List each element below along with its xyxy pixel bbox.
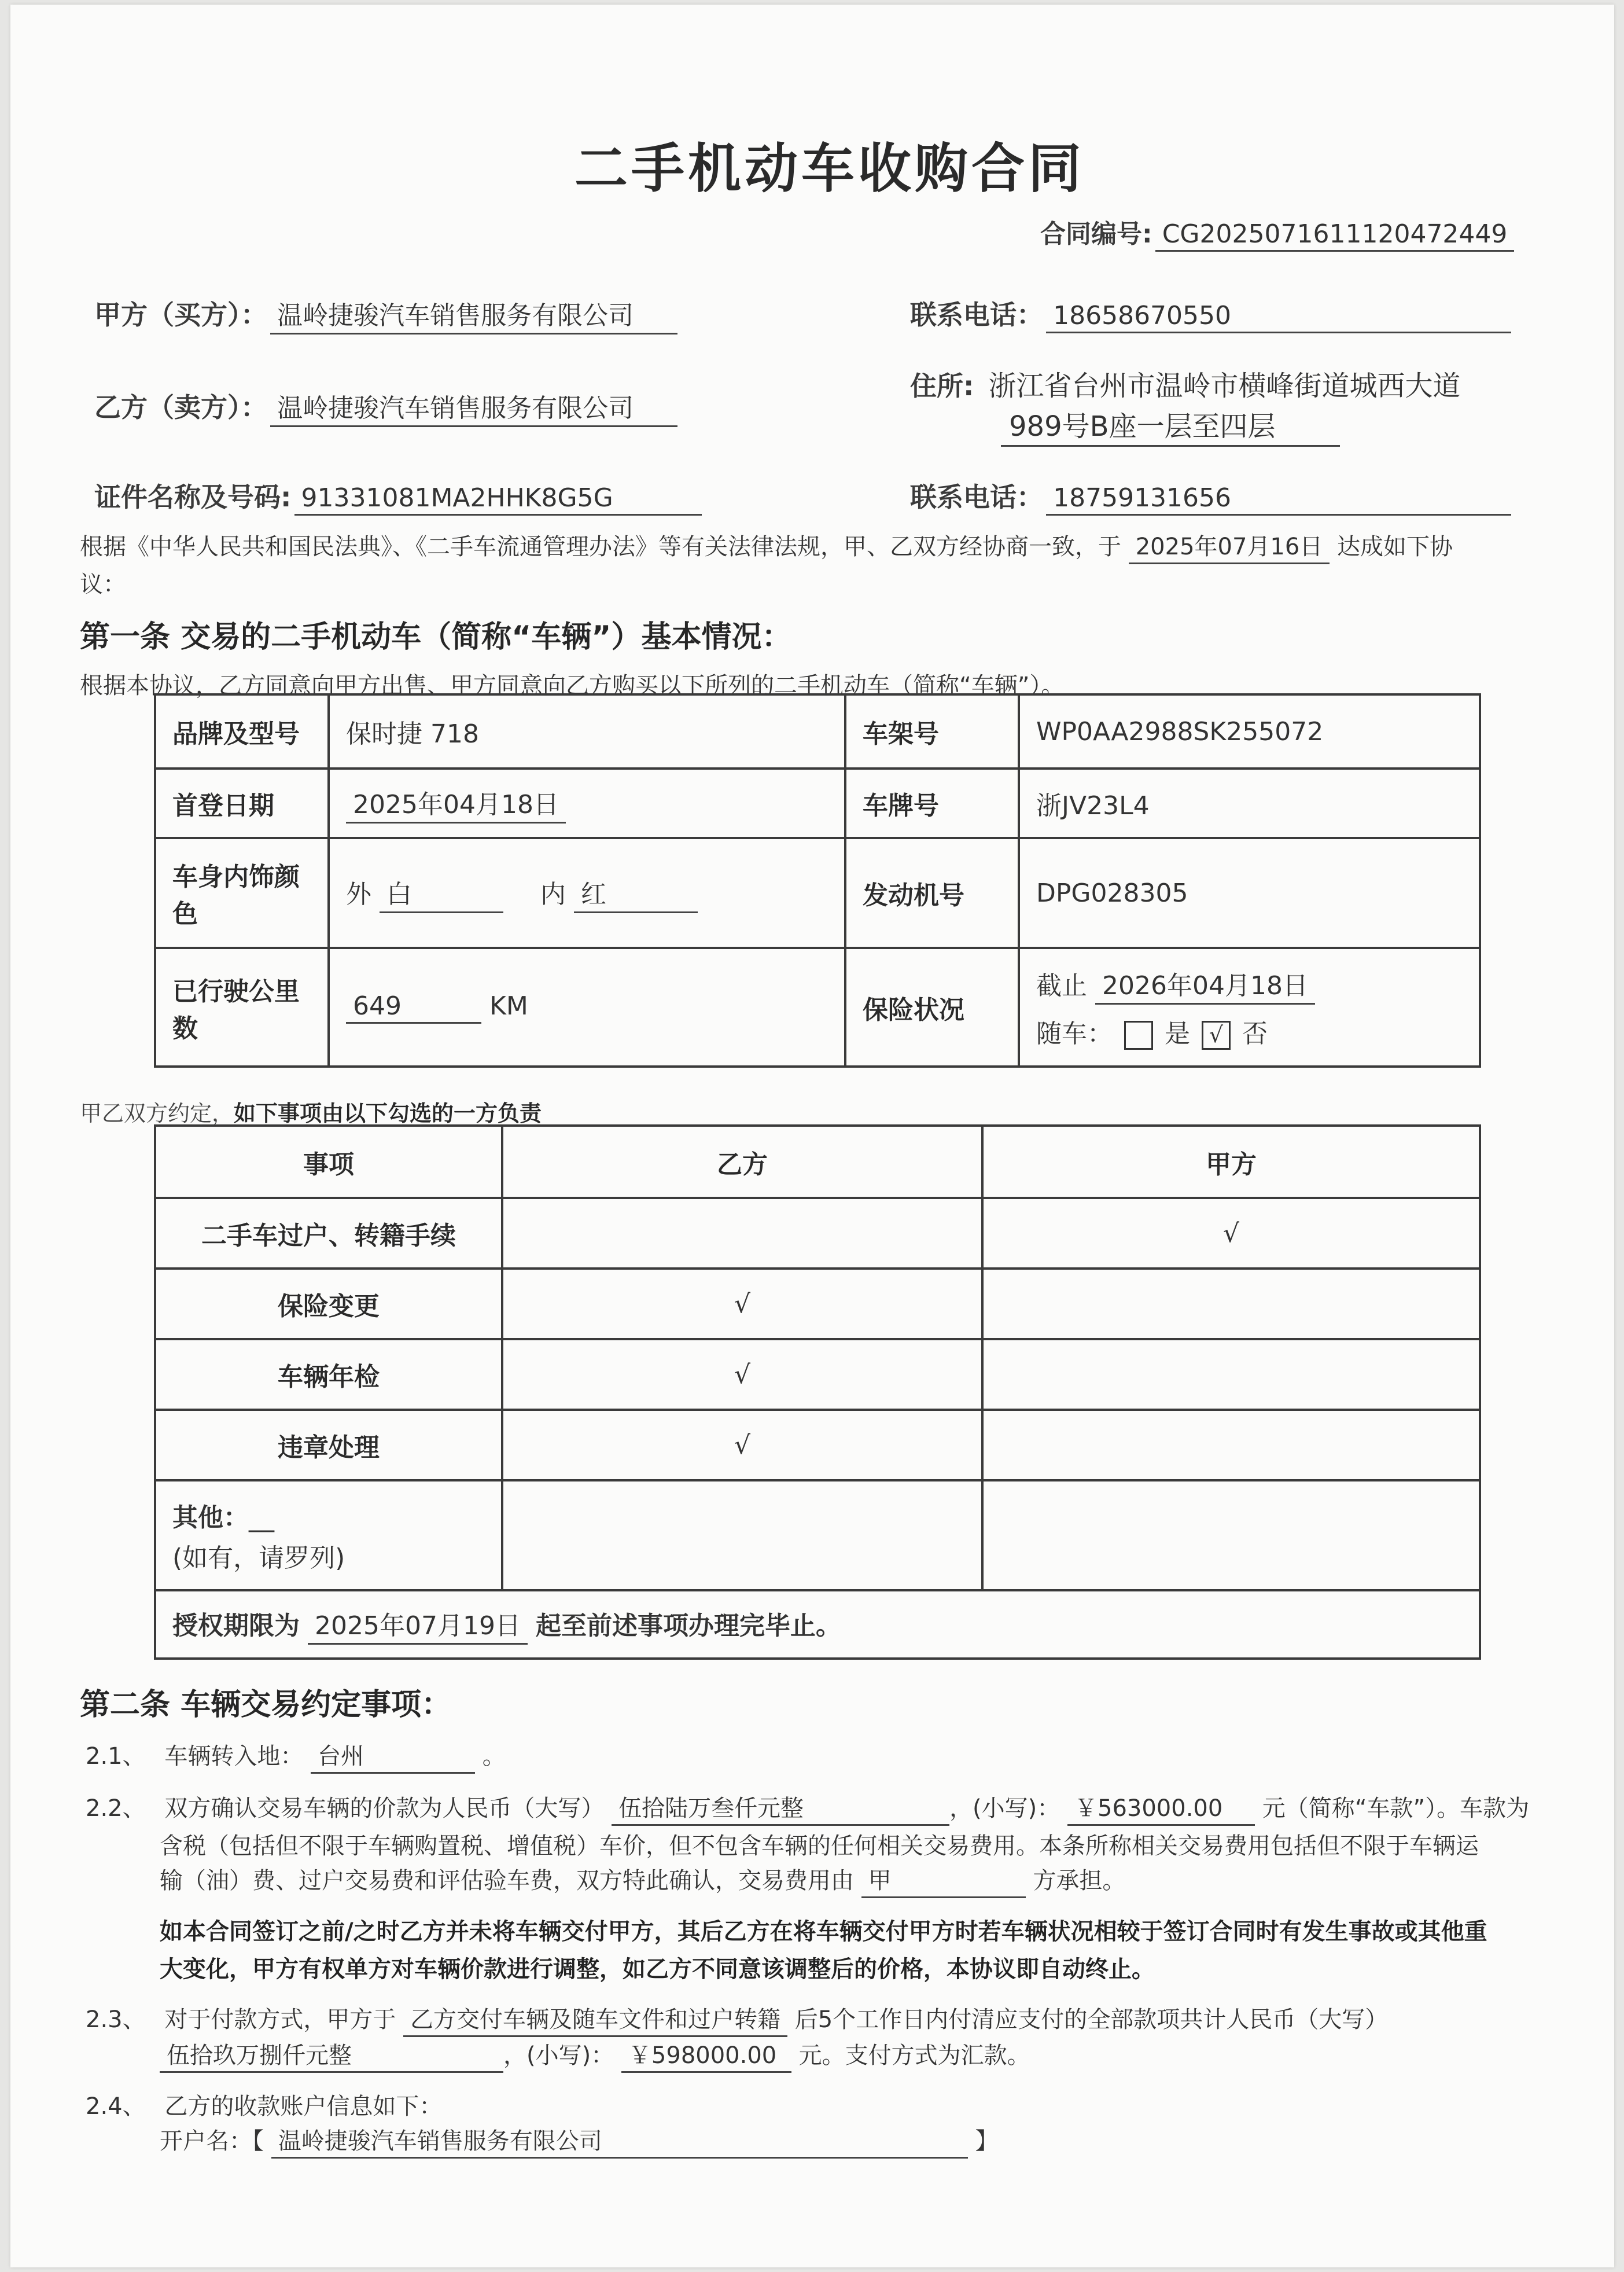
clause-2-2-line-1 [86, 1790, 1529, 1826]
engine-label: 发动机号 [845, 838, 1019, 948]
resp-party-b-check: √ [502, 1339, 982, 1410]
vehicle-info-table [154, 693, 1481, 1068]
contract-number-value: CG2025071611120472449 [1155, 219, 1515, 252]
other-label: 其他： [172, 1503, 249, 1532]
address-line-2: 989号B座一层至四层 [1001, 404, 1340, 447]
reg-date-value: 2025年04月18日 [346, 784, 566, 823]
resp-intro-normal: 甲乙双方约定， [80, 1101, 234, 1126]
ins-yes-checkbox[interactable] [1124, 1021, 1153, 1050]
clause-2-4-line-1 [86, 2088, 442, 2121]
clause-2-2-bold-1: 如本合同签订之前/之时乙方并未将车辆交付甲方，其后乙方在将车辆交付甲方时若车辆状况相较于签订合同时有发生事故或其他重 [160, 1918, 1487, 1945]
party-b-phone-row [910, 476, 1511, 516]
clause-2-2-num: 2.2、 [86, 1795, 146, 1822]
contract-number-label: 合同编号: [1040, 219, 1152, 249]
vin-value: WP0AA2988SK255072 [1019, 694, 1480, 769]
article-1-heading: 第一条 交易的二手机动车（简称“车辆”）基本情况： [80, 620, 792, 655]
authorization-cell [155, 1590, 1480, 1659]
insurance-label: 保险状况 [845, 948, 1019, 1067]
brand-value: 保时捷 718 [329, 694, 845, 769]
clause-2-1-end: 。 [482, 1743, 506, 1770]
table-row [155, 1198, 1480, 1269]
reg-date-cell [329, 769, 845, 838]
resp-party-b-check [502, 1198, 982, 1269]
clause-2-4-line-2 [160, 2123, 998, 2159]
preamble-line-1 [80, 528, 1453, 564]
table-row [155, 1410, 1480, 1480]
mileage-unit: KM [489, 991, 528, 1021]
contract-page [10, 5, 1614, 2267]
party-b-phone-label: 联系电话： [910, 481, 1043, 513]
party-a-phone-label: 联系电话： [910, 299, 1043, 330]
mileage-label-1: 已行驶公里 [172, 976, 300, 1006]
price-upper: 伍拾陆万叁仟元整 [612, 1790, 949, 1826]
int-prefix: 内 [540, 879, 566, 909]
clause-2-3-t2: 后5个工作日内付清应支付的全部款项共计人民币（大写） [794, 2006, 1389, 2033]
table-row [155, 1339, 1480, 1410]
color-cell [329, 838, 845, 948]
payment-upper: 伍拾玖万捌仟元整 [160, 2037, 503, 2073]
ext-prefix: 外 [346, 879, 371, 909]
resp-party-b-check: √ [502, 1269, 982, 1339]
preamble-line-2: 议： [80, 571, 126, 598]
clause-2-2-t3: 元（简称“车款”）。车款为 [1262, 1795, 1530, 1822]
clause-2-3-line-1 [86, 2001, 1388, 2037]
clause-2-3-line-2 [160, 2037, 1030, 2073]
mileage-cell [329, 948, 845, 1067]
other-cell [155, 1480, 502, 1590]
clause-2-2-line-3b: 方承担。 [1033, 1867, 1126, 1894]
id-label: 证件名称及号码: [94, 481, 292, 513]
contract-number [1040, 213, 1514, 252]
resp-item: 违章处理 [155, 1410, 502, 1480]
table-row-other [155, 1480, 1480, 1590]
clause-2-1 [86, 1738, 506, 1774]
resp-intro-bold: 如下事项由以下勾选的一方负责 [234, 1101, 542, 1126]
insurance-cell [1019, 948, 1480, 1067]
address-line-1: 浙江省台州市温岭市横峰街道城西大道 [988, 370, 1461, 402]
ins-no-checkbox[interactable]: √ [1202, 1021, 1231, 1050]
header-item: 事项 [155, 1126, 502, 1198]
clause-2-2-bold-2: 大变化，甲方有权单方对车辆价款进行调整，如乙方不同意该调整后的价格，本协议即自动终止。 [160, 1956, 1155, 1983]
ins-follow-label: 随车： [1036, 1019, 1113, 1049]
other-value: __ [249, 1503, 274, 1532]
party-b-row [94, 387, 677, 427]
table-row [155, 694, 1480, 769]
account-label: 开户名：【 [160, 2128, 264, 2155]
ins-until-value: 2026年04月18日 [1095, 965, 1315, 1005]
table-row-authorization [155, 1590, 1480, 1659]
resp-party-a-check [982, 1269, 1480, 1339]
table-row [155, 838, 1480, 948]
id-value: 91331081MA2HHK8G5G [294, 483, 702, 516]
ins-until-prefix: 截止 [1036, 971, 1087, 1001]
payment-lower: ￥598000.00 [621, 2037, 791, 2073]
clause-2-4-num: 2.4、 [86, 2093, 146, 2120]
party-b-address-2 [1001, 404, 1340, 447]
auth-label: 授权期限为 [172, 1611, 300, 1641]
party-b-address [910, 363, 1461, 403]
clause-2-2-line-3a: 输（油）费、过户交易费和评估验车费，双方特此确认，交易费用由 [160, 1867, 854, 1894]
plate-value: 浙JV23L4 [1019, 769, 1480, 838]
article-2-heading: 第二条 车辆交易约定事项： [80, 1688, 452, 1722]
header-party-b: 乙方 [502, 1126, 982, 1198]
auth-after: 起至前述事项办理完毕止。 [535, 1611, 841, 1641]
preamble-date: 2025年07月16日 [1129, 528, 1330, 564]
resp-party-b-check: √ [502, 1410, 982, 1480]
account-name: 温岭捷骏汽车销售服务有限公司 [271, 2123, 968, 2159]
resp-party-a-check: √ [982, 1198, 1480, 1269]
mileage-label-2: 数 [172, 1013, 198, 1043]
price-lower: ￥563000.00 [1067, 1790, 1255, 1826]
table-header-row [155, 1126, 1480, 1198]
table-row [155, 1269, 1480, 1339]
clause-2-1-text: 车辆转入地： [164, 1743, 304, 1770]
party-a-row [94, 294, 677, 334]
other-note: (如有，请罗列) [172, 1543, 345, 1573]
clause-2-4-text: 乙方的收款账户信息如下： [164, 2093, 443, 2120]
id-row [94, 476, 702, 516]
document-title: 二手机动车收购合同 [575, 138, 1085, 200]
table-row [155, 948, 1480, 1067]
color-label [155, 838, 329, 948]
article-1-intro: 根据本协议，乙方同意向甲方出售、甲方同意向乙方购买以下所列的二手机动车（简称“车辆”）。 [80, 672, 1065, 699]
clause-2-2-line-3 [160, 1862, 1125, 1898]
insurance-until-row [1036, 965, 1463, 1005]
party-a-name: 温岭捷骏汽车销售服务有限公司 [270, 295, 677, 334]
clause-2-3-t3: ，(小写)： [503, 2042, 614, 2069]
clause-2-2-t1: 双方确认交易车辆的价款为人民币（大写） [164, 1795, 605, 1822]
fee-party: 甲 [861, 1862, 1026, 1898]
other-party-b [502, 1480, 982, 1590]
clause-2-2-line-2: 含税（包括但不限于车辆购置税、增值税）车价，但不包含车辆的任何相关交易费用。本条所称相关交易费用包括但不限于车辆运 [160, 1833, 1479, 1859]
party-a-phone: 18658670550 [1046, 301, 1511, 333]
clause-2-1-value: 台州 [311, 1738, 475, 1774]
other-party-a [982, 1480, 1480, 1590]
int-color: 红 [574, 873, 698, 913]
address-label: 住所: [910, 370, 974, 402]
color-label-2: 色 [172, 899, 198, 929]
account-end: 】 [975, 2128, 999, 2155]
color-label-1: 车身内饰颜 [172, 862, 300, 892]
party-a-phone-row [910, 294, 1511, 333]
clause-2-3-t1: 对于付款方式，甲方于 [164, 2006, 396, 2033]
table-row [155, 769, 1480, 838]
auth-date: 2025年07月19日 [308, 1605, 528, 1645]
clause-2-3-t4: 元。支付方式为汇款。 [798, 2042, 1030, 2069]
party-b-label: 乙方（卖方）： [94, 392, 267, 423]
party-b-phone: 18759131656 [1046, 483, 1511, 516]
responsibility-intro [80, 1095, 542, 1127]
reg-date-label: 首登日期 [155, 769, 329, 838]
plate-label: 车牌号 [845, 769, 1019, 838]
mileage-label [155, 948, 329, 1067]
clause-2-3-num: 2.3、 [86, 2006, 146, 2033]
preamble-after: 达成如下协 [1337, 534, 1453, 560]
ext-color: 白 [380, 873, 503, 913]
clause-2-1-num: 2.1、 [86, 1743, 146, 1770]
payment-condition: 乙方交付车辆及随车文件和过户转籍 [403, 2001, 787, 2037]
responsibility-table [154, 1124, 1481, 1660]
ins-yes-label: 是 [1165, 1019, 1190, 1049]
header-party-a: 甲方 [982, 1126, 1480, 1198]
clause-2-2-t2: ，(小写)： [949, 1795, 1060, 1822]
insurance-follow-row [1036, 1013, 1463, 1050]
party-a-label: 甲方（买方）： [94, 299, 267, 330]
resp-item: 保险变更 [155, 1269, 502, 1339]
mileage-value: 649 [346, 991, 481, 1024]
vin-label: 车架号 [845, 694, 1019, 769]
resp-item: 二手车过户、转籍手续 [155, 1198, 502, 1269]
resp-item: 车辆年检 [155, 1339, 502, 1410]
party-b-name: 温岭捷骏汽车销售服务有限公司 [270, 387, 677, 427]
engine-value: DPG028305 [1019, 838, 1480, 948]
preamble-before: 根据《中华人民共和国民法典》、《二手车流通管理办法》等有关法律法规，甲、乙双方经协商一致，于 [80, 534, 1121, 560]
resp-party-a-check [982, 1410, 1480, 1480]
resp-party-a-check [982, 1339, 1480, 1410]
ins-no-label: 否 [1242, 1019, 1268, 1049]
brand-label: 品牌及型号 [155, 694, 329, 769]
other-label-row [172, 1497, 485, 1534]
